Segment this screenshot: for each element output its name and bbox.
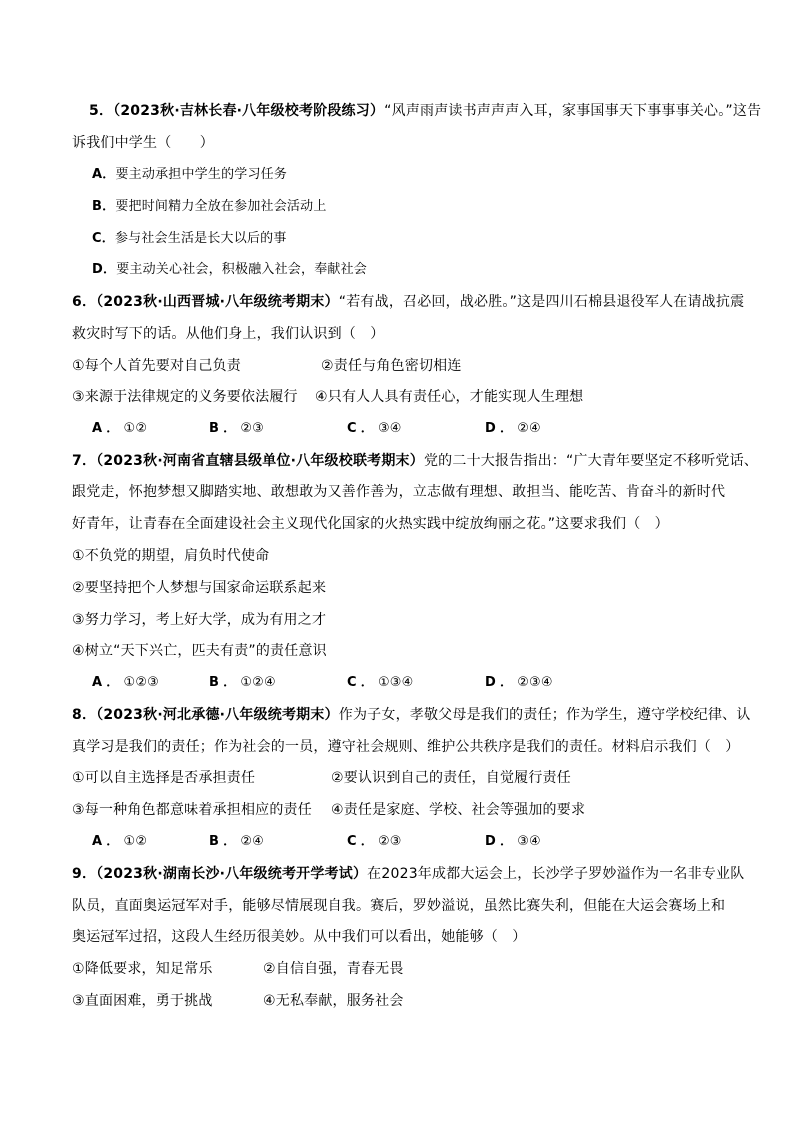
statement-row — [72, 356, 722, 376]
question-5-line-1: 5．（2023秋·吉林长春·八年级校考阶段练习）“风声雨声读书声声声入耳，家事国事天下事事事关心。”这告 — [89, 103, 762, 119]
statement-1: ①可以自主选择是否承担责任 — [72, 770, 256, 786]
statement-1: ①降低要求，知足常乐 — [72, 961, 213, 977]
question-stem: “风声雨声读书声声声入耳，家事国事天下事事事关心。”这告 — [384, 103, 762, 119]
statement-row — [72, 800, 722, 820]
option-d: D ． ③④ — [485, 834, 541, 849]
option-c: C．参与社会生活是长大以后的事 — [92, 231, 287, 246]
options-row — [92, 673, 692, 693]
statement-4: ④无私奉献，服务社会 — [263, 993, 404, 1009]
question-number: 6 — [72, 294, 82, 310]
question-8-line-2: 真学习是我们的责任；作为社会的一员，遵守社会规则、维护公共秩序是我们的责任。材料启示我们（ ） — [72, 739, 740, 755]
question-7-line-2: 跟党走，怀抱梦想又脚踏实地、敢想敢为又善作善为，立志做有理想、敢担当、能吃苦、肯奋斗的新时代 — [72, 484, 726, 500]
option-b: B ． ①②④ — [209, 675, 276, 690]
question-7-line-3: 好青年，让青春在全面建设社会主义现代化国家的火热实践中绽放绚丽之花。”这要求我们（ ） — [72, 516, 669, 532]
statement-3: ③直面困难，勇于挑战 — [72, 993, 213, 1009]
statement-row — [72, 991, 722, 1011]
statement-3: ③每一种角色都意味着承担相应的责任 — [72, 802, 312, 818]
option-b: B ． ②③ — [209, 421, 265, 436]
statement-row — [72, 959, 722, 979]
question-7-line-1: 7．（2023秋·河南省直辖县级单位·八年级校联考期末）党的二十大报告指出：“广大青年要坚定不移听党话、 — [72, 453, 759, 469]
question-stem: 在2023年成都大运会上，长沙学子罗妙溢作为一名非专业队 — [367, 866, 745, 882]
statement-row — [72, 387, 722, 407]
question-stem: “若有战，召必回，战必胜。”这是四川石棉县退役军人在请战抗震 — [338, 294, 745, 310]
option-b: B ． ②④ — [209, 834, 265, 849]
question-source: 2023秋·湖南长沙·八年级统考开学考试 — [103, 866, 353, 882]
option-d: D．要主动关心社会，积极融入社会，奉献社会 — [92, 262, 368, 277]
question-source: 2023秋·吉林长春·八年级校考阶段练习 — [120, 103, 370, 119]
option-a: A ． ①② — [92, 421, 148, 436]
question-number: 5 — [89, 103, 99, 119]
options-row — [92, 832, 692, 852]
question-6-line-2: 救灾时写下的话。从他们身上，我们认识到（ ） — [72, 326, 385, 342]
question-stem: 作为子女，孝敬父母是我们的责任；作为学生，遵守学校纪律、认 — [338, 707, 751, 723]
statement-1: ①不负党的期望，肩负时代使命 — [72, 548, 270, 564]
statement-3: ③来源于法律规定的义务要依法履行 — [72, 389, 298, 405]
option-d: D ． ②③④ — [485, 675, 553, 690]
option-a: A ． ①② — [92, 834, 148, 849]
question-number: 7 — [72, 453, 82, 469]
statement-4: ④只有人人具有责任心，才能实现人生理想 — [315, 389, 584, 405]
question-number: 8 — [72, 707, 82, 723]
option-a: A ． ①②③ — [92, 675, 160, 690]
option-c: C ． ①③④ — [347, 675, 414, 690]
statement-row — [72, 768, 722, 788]
statement-4: ④树立“天下兴亡，匹夫有责”的责任意识 — [72, 643, 327, 659]
question-6-line-1: 6．（2023秋·山西晋城·八年级统考期末）“若有战，召必回，战必胜。”这是四川石棉县退役军人在请战抗震 — [72, 294, 745, 310]
statement-2: ②责任与角色密切相连 — [321, 358, 462, 374]
question-9-line-3: 奥运冠军过招，这段人生经历很美妙。从中我们可以看出，她能够（ ） — [72, 929, 527, 945]
option-a: A．要主动承担中学生的学习任务 — [92, 167, 288, 182]
statement-1: ①每个人首先要对自己负责 — [72, 358, 241, 374]
question-number: 9 — [72, 866, 82, 882]
question-5-line-2: 诉我们中学生（ ） — [72, 135, 214, 151]
question-9-line-2: 队员，直面奥运冠军对手，能够尽情展现自我。赛后，罗妙溢说，虽然比赛失利，但能在大运会赛场上和 — [72, 898, 726, 914]
statement-4: ④责任是家庭、学校、社会等强加的要求 — [331, 802, 586, 818]
statement-2: ②要认识到自己的责任，自觉履行责任 — [331, 770, 571, 786]
statement-2: ②要坚持把个人梦想与国家命运联系起来 — [72, 580, 327, 596]
statement-2: ②自信自强，青春无畏 — [263, 961, 404, 977]
option-d: D ． ②④ — [485, 421, 541, 436]
option-b: B．要把时间精力全放在参加社会活动上 — [92, 199, 327, 214]
question-source: 2023秋·河南省直辖县级单位·八年级校联考期末 — [103, 453, 410, 469]
options-row — [92, 419, 692, 439]
option-c: C ． ③④ — [347, 421, 402, 436]
question-source: 2023秋·山西晋城·八年级统考期末 — [103, 294, 325, 310]
question-8-line-1: 8．（2023秋·河北承德·八年级统考期末）作为子女，孝敬父母是我们的责任；作为学生，遵守学校纪律、认 — [72, 707, 751, 723]
option-c: C ． ②③ — [347, 834, 402, 849]
statement-3: ③努力学习，考上好大学，成为有用之才 — [72, 612, 327, 628]
question-9-line-1: 9．（2023秋·湖南长沙·八年级统考开学考试）在2023年成都大运会上，长沙学子罗妙溢作为一名非专业队 — [72, 866, 745, 882]
question-source: 2023秋·河北承德·八年级统考期末 — [103, 707, 325, 723]
question-stem: 党的二十大报告指出：“广大青年要坚定不移听党话、 — [423, 453, 759, 469]
